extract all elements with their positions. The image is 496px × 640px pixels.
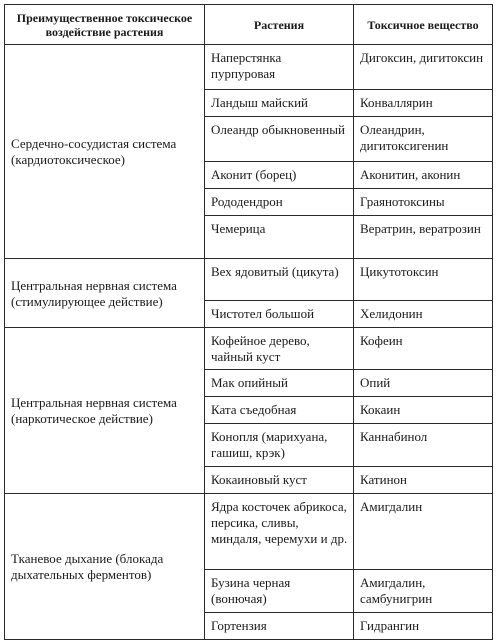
- toxic-plants-table: [4, 4, 493, 640]
- header-effect: Преимущественное токсическое воздействие растения: [5, 5, 205, 45]
- substance-cell: Граянотоксины: [354, 189, 493, 216]
- effect-cell: Центральная нервная система (стимулирующее действие): [5, 259, 205, 328]
- substance-cell: Амигдалин: [354, 494, 493, 570]
- table-row: [5, 259, 493, 301]
- plant-cell: Ландыш майский: [205, 90, 354, 117]
- substance-cell: Катинон: [354, 467, 493, 494]
- plant-cell: Бузина черная (вонючая): [205, 570, 354, 613]
- substance-cell: Кокаин: [354, 397, 493, 424]
- plant-cell: Конопля (марихуана, гашиш, крэк): [205, 424, 354, 467]
- plant-cell: Наперстянка пурпуровая: [205, 45, 354, 90]
- substance-cell: Аконитин, аконин: [354, 162, 493, 189]
- plant-cell: Чемерица: [205, 216, 354, 259]
- plant-cell: Ката съедобная: [205, 397, 354, 424]
- plant-cell: Вех ядовитый (цикута): [205, 259, 354, 301]
- substance-cell: Опий: [354, 370, 493, 397]
- effect-cell: Тканевое дыхание (блокада дыхательных ферментов): [5, 494, 205, 640]
- substance-cell: Дигоксин, дигитоксин: [354, 45, 493, 90]
- plant-cell: Чистотел большой: [205, 301, 354, 328]
- plant-cell: Рододендрон: [205, 189, 354, 216]
- substance-cell: Гидрангин: [354, 613, 493, 640]
- substance-cell: Цикутотоксин: [354, 259, 493, 301]
- substance-cell: Олеандрин, дигитоксигенин: [354, 117, 493, 162]
- effect-cell: Центральная нервная система (наркотическое действие): [5, 328, 205, 494]
- header-substance: Токсичное вещество: [354, 5, 493, 45]
- table-row: [5, 45, 493, 90]
- plant-cell: Кофейное дерево, чайный куст: [205, 328, 354, 370]
- substance-cell: Вератрин, вератрозин: [354, 216, 493, 259]
- substance-cell: Кофеин: [354, 328, 493, 370]
- plant-cell: Ядра косточек абрикоса, персика, сливы, миндаля, черемухи и др.: [205, 494, 354, 570]
- effect-cell: Сердечно-сосудистая система (кардиотоксическое): [5, 45, 205, 259]
- header-plants: Растения: [205, 5, 354, 45]
- substance-cell: Хелидонин: [354, 301, 493, 328]
- plant-cell: Мак опийный: [205, 370, 354, 397]
- table-row: [5, 494, 493, 570]
- plant-cell: Аконит (борец): [205, 162, 354, 189]
- substance-cell: Каннабинол: [354, 424, 493, 467]
- plant-cell: Олеандр обыкновенный: [205, 117, 354, 162]
- plant-cell: Гортензия: [205, 613, 354, 640]
- header-row: [5, 5, 493, 45]
- plant-cell: Кокаиновый куст: [205, 467, 354, 494]
- table-row: [5, 328, 493, 370]
- substance-cell: Амигдалин, самбунигрин: [354, 570, 493, 613]
- substance-cell: Конваллярин: [354, 90, 493, 117]
